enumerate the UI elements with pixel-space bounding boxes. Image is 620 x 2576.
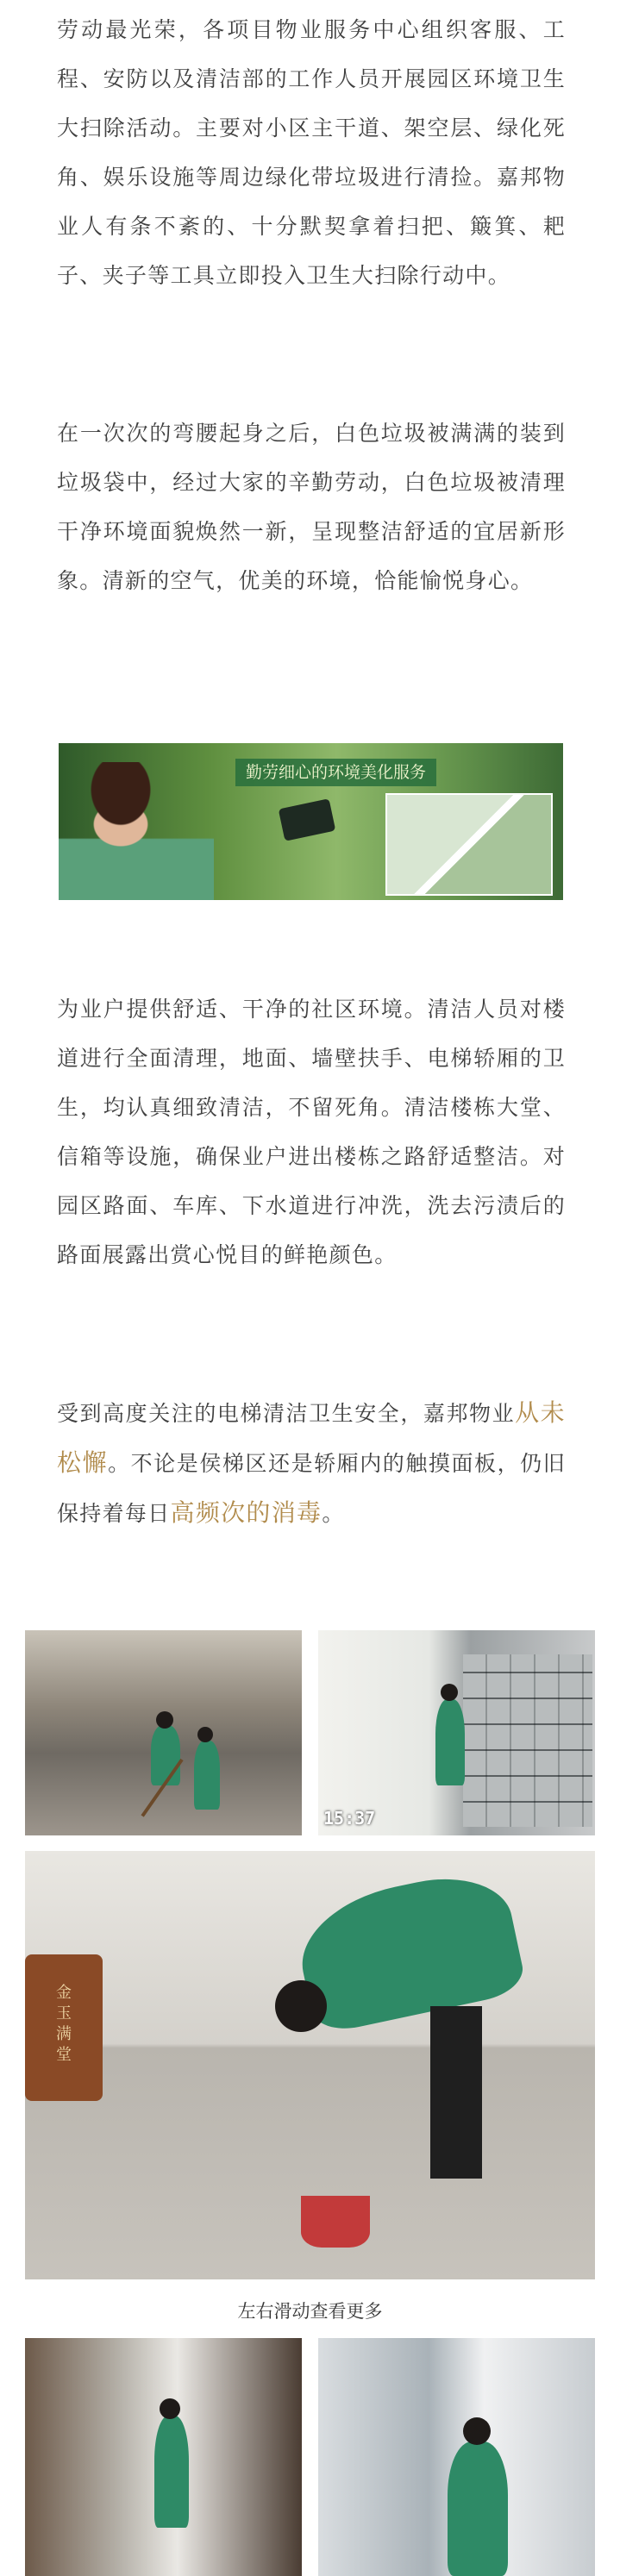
mailbox-cabinet (463, 1654, 592, 1827)
article-paragraph: 劳动最光荣，各项目物业服务中心组织客服、工程、安防以及清洁部的工作人员开展园区环境卫生大扫除活动。主要对小区主干道、架空层、绿化死角、娱乐设施等周边绿化带垃圾进行清捡。嘉邦物业人有条不紊的、十分默契拿着扫把、簸箕、耙子、夹子等工具立即投入卫生大扫除行动中。 (57, 17, 566, 288)
cleaner-head (463, 2417, 491, 2445)
cleaner-legs (430, 2006, 482, 2179)
banner-image (59, 743, 563, 900)
svg-text:满: 满 (56, 2025, 72, 2043)
banner-thumbnails (385, 793, 553, 896)
svg-text:金: 金 (56, 1984, 72, 2002)
paragraph-text: 。 (322, 1501, 345, 1526)
banner-title: 勤劳细心的环境美化服务 (235, 759, 436, 786)
cleaner-figure (59, 762, 214, 900)
article-paragraph: 在一次次的弯腰起身之后，白色垃圾被满满的装到垃圾袋中，经过大家的辛勤劳动，白色垃圾被清理干净环境面貌焕然一新，呈现整洁舒适的宜居新形象。清新的空气，优美的环境，恰能愉悦身心。 (57, 421, 566, 593)
svg-text:玉: 玉 (56, 2004, 72, 2023)
highlight-text: 从未松懈 (57, 1398, 566, 1477)
cleaner-figure (435, 1699, 465, 1785)
cleaner-figure (151, 1725, 180, 1785)
highlight-text: 高频次的消毒 (170, 1498, 323, 1527)
stair-cleaning-photo (25, 1851, 595, 2279)
photo-timestamp: 15:37 (323, 1808, 376, 1829)
phone-prop (279, 798, 336, 841)
gallery-caption: 左右滑动查看更多 (237, 2301, 383, 2322)
flower-pot-sign (53, 1980, 74, 2066)
gate-cleaning-photo (25, 2338, 302, 2576)
window-cleaning-photo (318, 2338, 595, 2576)
paragraph-text: 。不论是侯梯区还是轿厢内的触摸面板，仍旧保持着每日 (57, 1451, 566, 1526)
article-paragraph: 为业户提供舒适、干净的社区环境。清洁人员对楼道进行全面清理，地面、墙壁扶手、电梯轿厢的卫生，均认真细致清洁，不留死角。清洁楼栋大堂、信箱等设施，确保业户进出楼栋之路舒适整洁。对园区路面、车库、下水道进行冲洗，洗去污渍后的路面展露出赏心悦目的鲜艳颜色。 (57, 997, 566, 1267)
article-paragraph (57, 1388, 566, 1538)
cleaner-figure (448, 2442, 508, 2576)
lobby-mailbox-photo (318, 1630, 595, 1835)
cleaner-head (156, 1711, 173, 1729)
cleaner-figure (154, 2416, 189, 2528)
bucket-icon (301, 2196, 370, 2248)
paragraph-text: 受到高度关注的电梯清洁卫生安全，嘉邦物业 (57, 1401, 516, 1426)
garage-cleaning-photo (25, 1630, 302, 1835)
cleaner-head (275, 1980, 327, 2032)
cleaner-head (160, 2398, 180, 2419)
cleaner-head (441, 1684, 458, 1701)
svg-text:堂: 堂 (56, 2046, 72, 2064)
cleaner-head (197, 1727, 213, 1742)
cleaner-figure (194, 1741, 220, 1810)
